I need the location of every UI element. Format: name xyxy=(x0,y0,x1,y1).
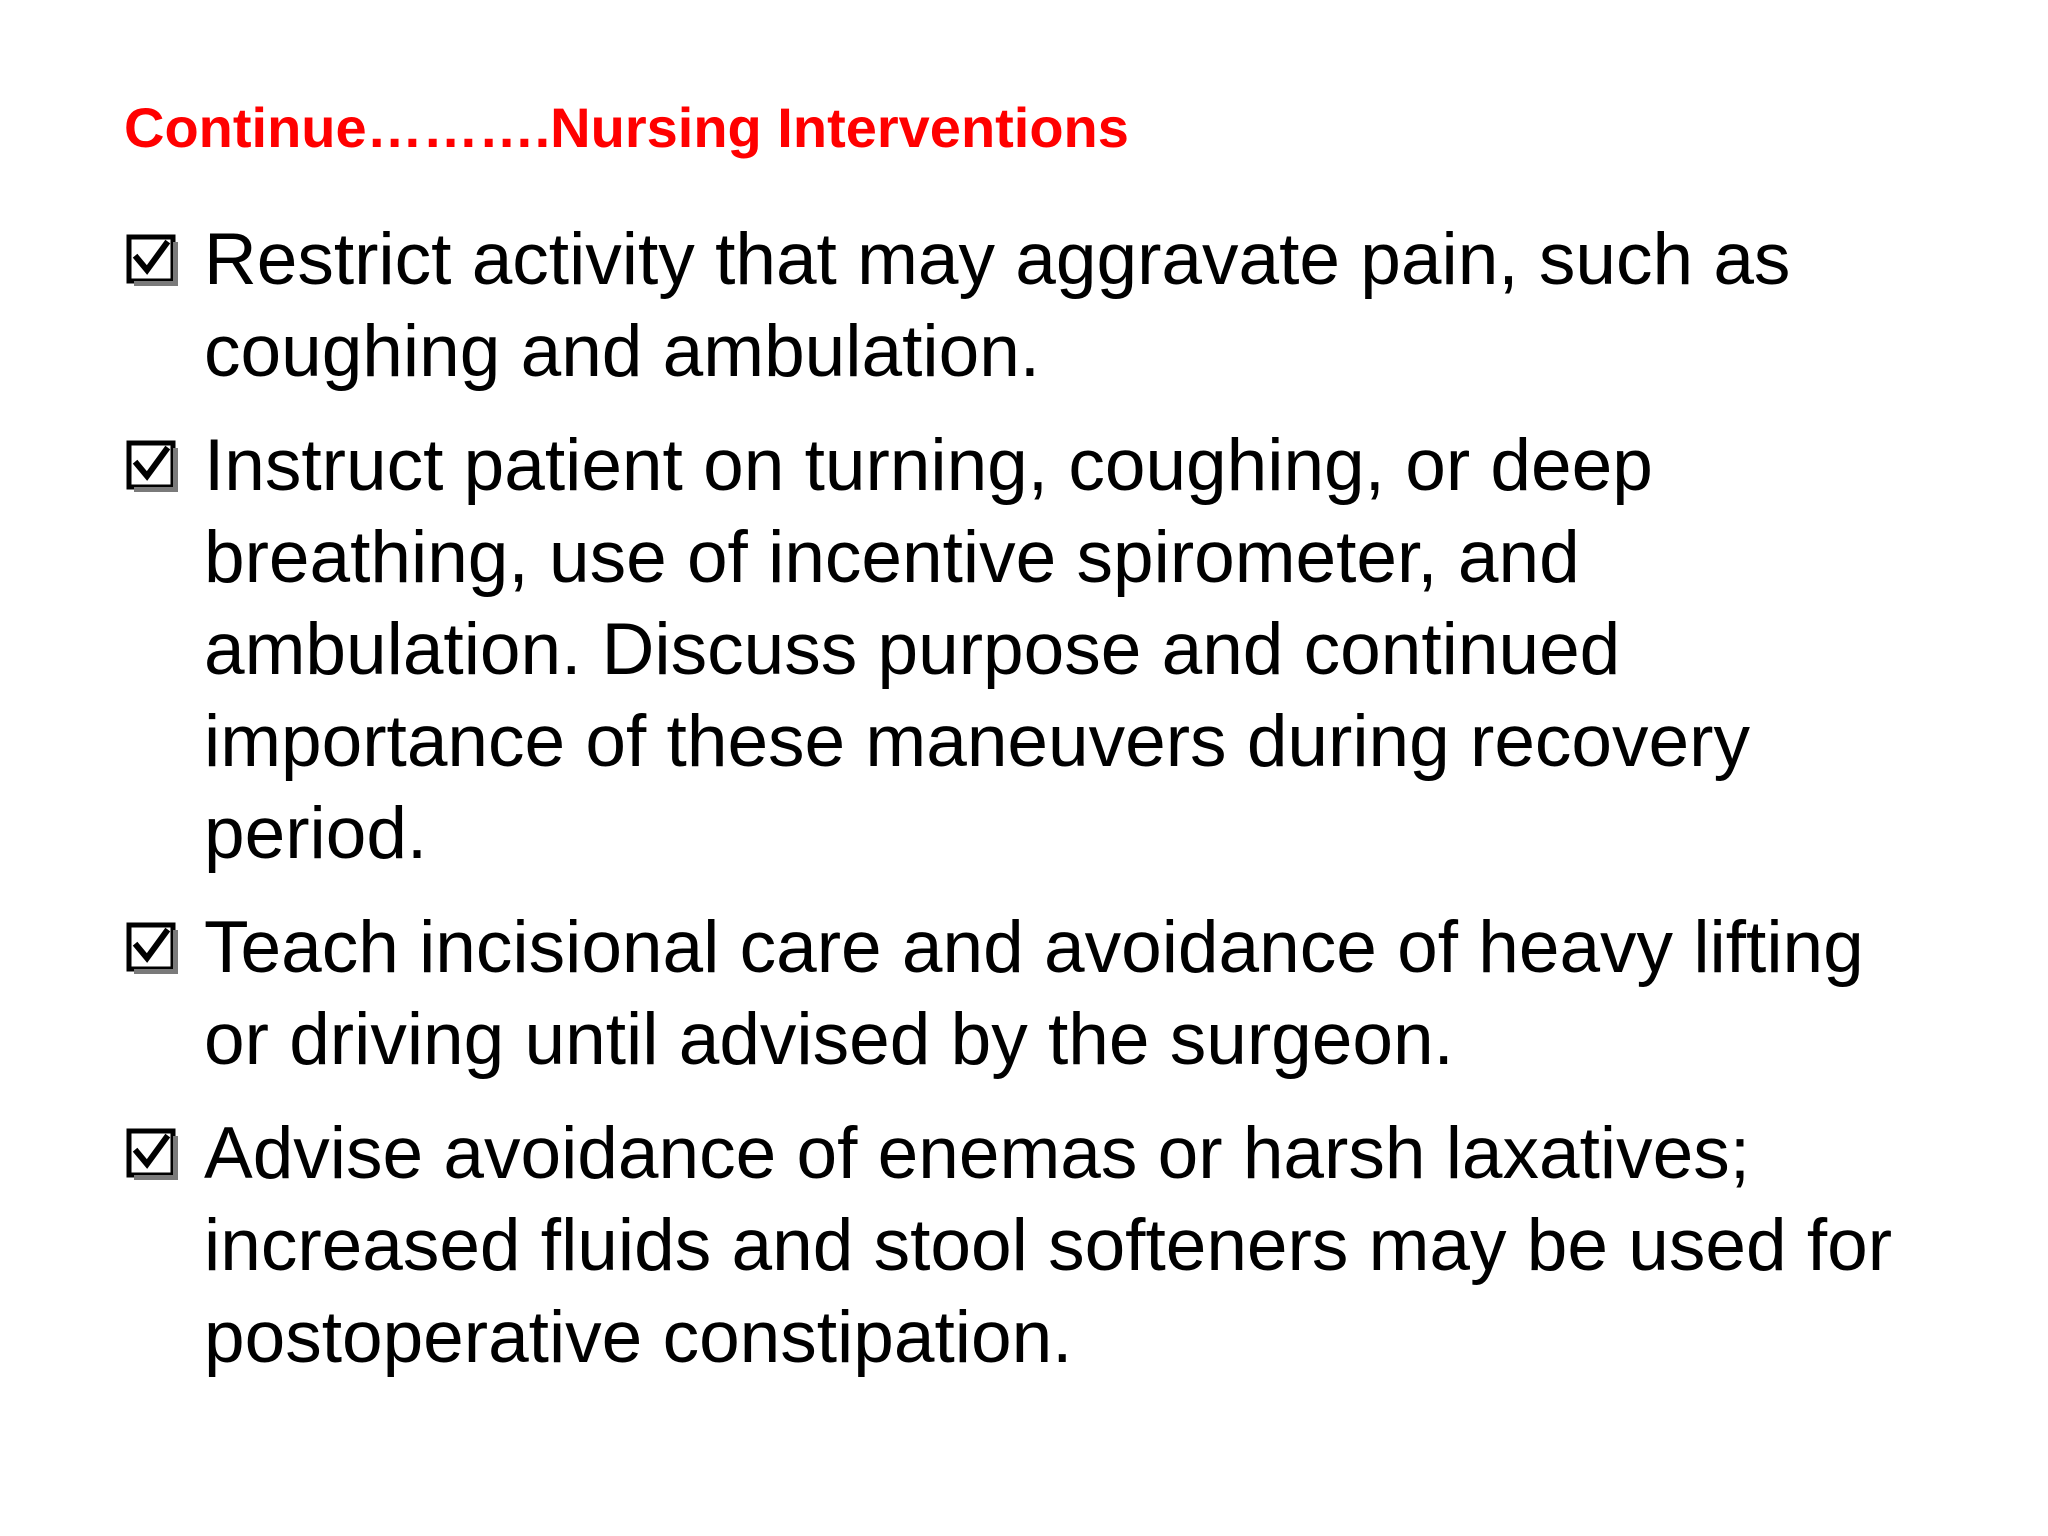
bullet-text: Restrict activity that may aggravate pain, such as coughing and ambulation. xyxy=(204,219,1791,392)
checkbox-checked-icon xyxy=(126,440,180,494)
bullet-list xyxy=(124,214,1924,1406)
checkbox-checked-icon xyxy=(126,234,180,288)
bullet-item xyxy=(124,902,1924,1086)
bullet-text: Teach incisional care and avoidance of heavy lifting or driving until advised by the surgeon. xyxy=(204,907,1864,1080)
bullet-item xyxy=(124,420,1924,880)
bullet-text: Advise avoidance of enemas or harsh laxatives; increased fluids and stool softeners may be used for postoperative constipation. xyxy=(204,1113,1893,1378)
slide-title: Continue……….Nursing Interventions xyxy=(124,96,1129,159)
checkbox-checked-icon xyxy=(126,922,180,976)
bullet-text: Instruct patient on turning, coughing, or deep breathing, use of incentive spirometer, and ambulation. Discuss purpose and continued importance of these maneuvers during recovery period. xyxy=(204,425,1750,874)
bullet-item xyxy=(124,1108,1924,1384)
bullet-item xyxy=(124,214,1924,398)
checkbox-checked-icon xyxy=(126,1128,180,1182)
